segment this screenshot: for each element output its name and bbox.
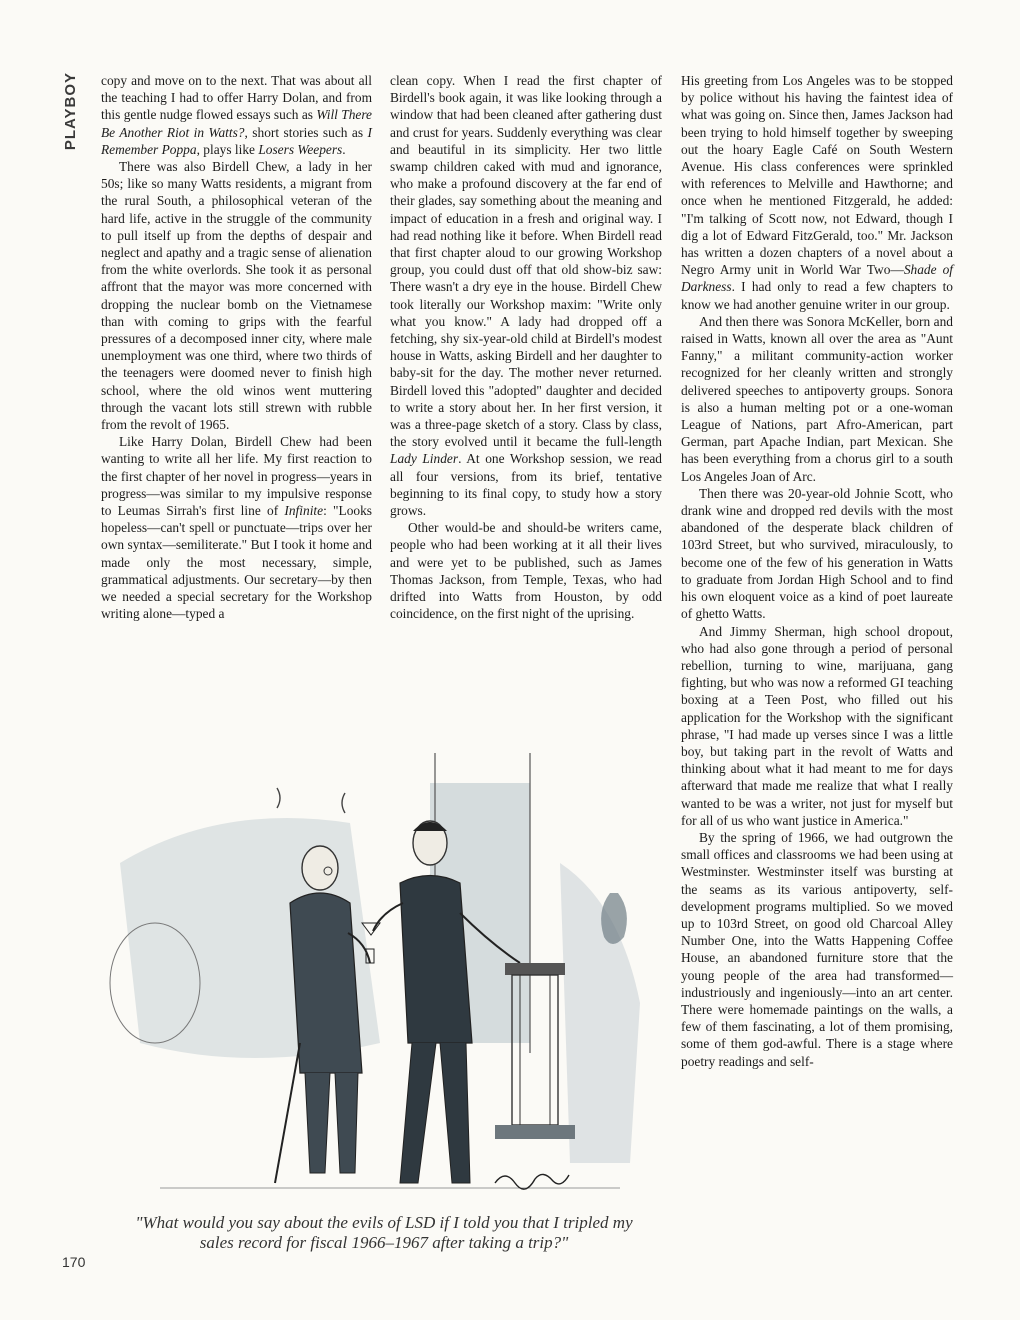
paragraph: His greeting from Los Angeles was to be stopped by police without his having the faintest idea of what was going on. Since then, James Jackson had been trying to hold himself together by sweeping out the hoary Eagle Café on South Western Avenue. His class conferences were sprinkled with references to Melville and Hawthorne; and once when he mentioned Fitzgerald, he added: "I'm talking of Scott now, not Edward, though I dig a lot of Edward FitzGerald, too." Mr. Jackson has written a dozen chapters of a novel about a Negro Army unit in World War Two—Shade of Darkness. I had only to read a few chapters to know we had another genuine writer in our group. <box>681 73 953 312</box>
text-column-2 <box>390 72 662 623</box>
title-italic: Infinite <box>284 503 324 519</box>
cartoon-illustration <box>100 743 665 1206</box>
title-italic: Losers Weepers <box>258 141 343 157</box>
paragraph: copy and move on to the next. That was about all the teaching I had to offer Harry Dolan, and from this gentle nudge flowed essays such as Will There Be Another Riot in Watts?, short stories such as I Remember Poppa, plays like Losers Weepers. <box>101 73 372 157</box>
paragraph: By the spring of 1966, we had outgrown the small offices and classrooms we had been using at Westminster. Westminster itself was bursting at the seams as its various antipoverty, self-development programs multiplied. So we moved up to 103rd Street, on good old Charcoal Alley Number One, into the Watts Happening Coffee House, an abandoned furniture store that the young people of the area had transformed—industriously and ingeniously—into an art center. There were homemade paintings on the walls, a few of them fascinating, a lot of them promising, some of them god-awful. There is a stage where poetry readings and self- <box>681 829 953 1069</box>
title-italic: Lady Linder <box>390 451 459 467</box>
title-italic: Will There Be Another Riot in Watts? <box>101 107 372 140</box>
paragraph: Then there was 20-year-old Johnie Scott, who drank wine and dropped red devils with the most abandoned of the desperate black children of 103rd Street, but who survived, miraculously, to become one of the few of his generation in Watts to graduate from Jordan High School and to find his own eloquent voice as a kind of poet laureate of ghetto Watts. <box>681 485 953 622</box>
running-head: PLAYBOY <box>62 72 79 151</box>
paragraph: There was also Birdell Chew, a lady in her 50s; like so many Watts residents, a migrant from the rural South, a philosophical veteran of the hard life, active in the struggle of the community to pull itself up from the depths of despair and neglect and apathy and a tragic sense of alienation from the white overlords. She took it as personal affront that the mayor was more concerned with dropping the nuclear bomb on the Vietnamese than with coming to grips with the fearful pressures of a decomposed inner city, where male unemployment was one third, where two thirds of the teenagers were doomed never to finish high school, where the old winos went muttering through the vacant lots still strewn with rubble from the revolt of 1965. <box>101 159 372 433</box>
title-italic: I Remember Poppa <box>101 124 372 157</box>
paragraph: And then there was Sonora McKeller, born and raised in Watts, known all over the area as "Aunt Fanny," a militant community-action worker recognized for her cleanly written and strongly delivered speeches to antipoverty groups. Sonora is also a human melting pot or a one-woman League of Nations, part Afro-American, part German, part Apache Indian, part Mexican. She has been everything from a chorus girl to a south Los Angeles Joan of Arc. <box>681 313 953 484</box>
text-column-1 <box>101 72 372 623</box>
paragraph: Other would-be and should-be writers came, people who had been working at it all their lives and were yet to be published, such as James Thomas Jackson, from Temple, Texas, who had drifted into Watts from Houston, by odd coincidence, on the first night of the uprising. <box>390 520 662 622</box>
cartoon-caption: "What would you say about the evils of LSD if I told you that I tripled my sales record for fiscal 1966–1967 after taking a trip?" <box>135 1213 633 1252</box>
paragraph: Like Harry Dolan, Birdell Chew had been wanting to write all her life. My first reaction to the first chapter of her novel in progress—years in progress—was similar to my impulsive response to Leumas Sirrah's first line of Infinite: "Looks hopeless—can't spell or punctuate—trips over her own syntax—semiliterate." But I took it home and made only the most necessary, simple, grammatical adjustments. Our secretary—by then we needed a special secretary for the Workshop writing alone—typed a <box>101 434 372 622</box>
paragraph: And Jimmy Sherman, high school dropout, who had also gone through a period of personal rebellion, turning to wine, marijuana, gang fighting, but who was now a reformed GI teaching boxing at a Teen Post, who filled out his application for the Workshop with the significant phrase, "I had made up verses since I was a little boy, but taking part in the revolt of Watts and thinking about what it had meant to me for days afterward that made me realize that what I really wanted to be was a writer, not just for myself but for all of us who want justice in America." <box>681 623 953 828</box>
page-number: 170 <box>62 1254 86 1270</box>
paragraph: clean copy. When I read the first chapter of Birdell's book again, it was like looking through a window that had been cleaned after gathering dust and crust for years. Suddenly everything was clear and beautiful in its simplicity. Her two little swamp children caked with mud and ignorance, who make a profound discovery at the far end of their glades, say something about the meaning and impact of education in a fresh and original way. I had read nothing like it before. When Birdell read that first chapter aloud to our growing Workshop group, you could dust off that old show-biz saw: There wasn't a dry eye in the house. Birdell Chew took literally our Workshop maxim: "Write only what you know." A lady had dropped off a fetching, shy six-year-old child at Birdell's modest house in Watts, asking Birdell and her daughter to baby-sit for the day. The mother never returned. Birdell loved this "adopted" daughter and decided to write a story about her. In her first version, it was a three-page sketch of a story. Class by class, the story evolved until it became the full-length Lady Linder. At one Workshop session, we read all four versions, from its brief, tentative beginning to its final copy, to study how a story grows. <box>390 73 662 519</box>
title-italic: Shade of Darkness <box>681 262 953 295</box>
text-column-3 <box>681 72 953 1070</box>
